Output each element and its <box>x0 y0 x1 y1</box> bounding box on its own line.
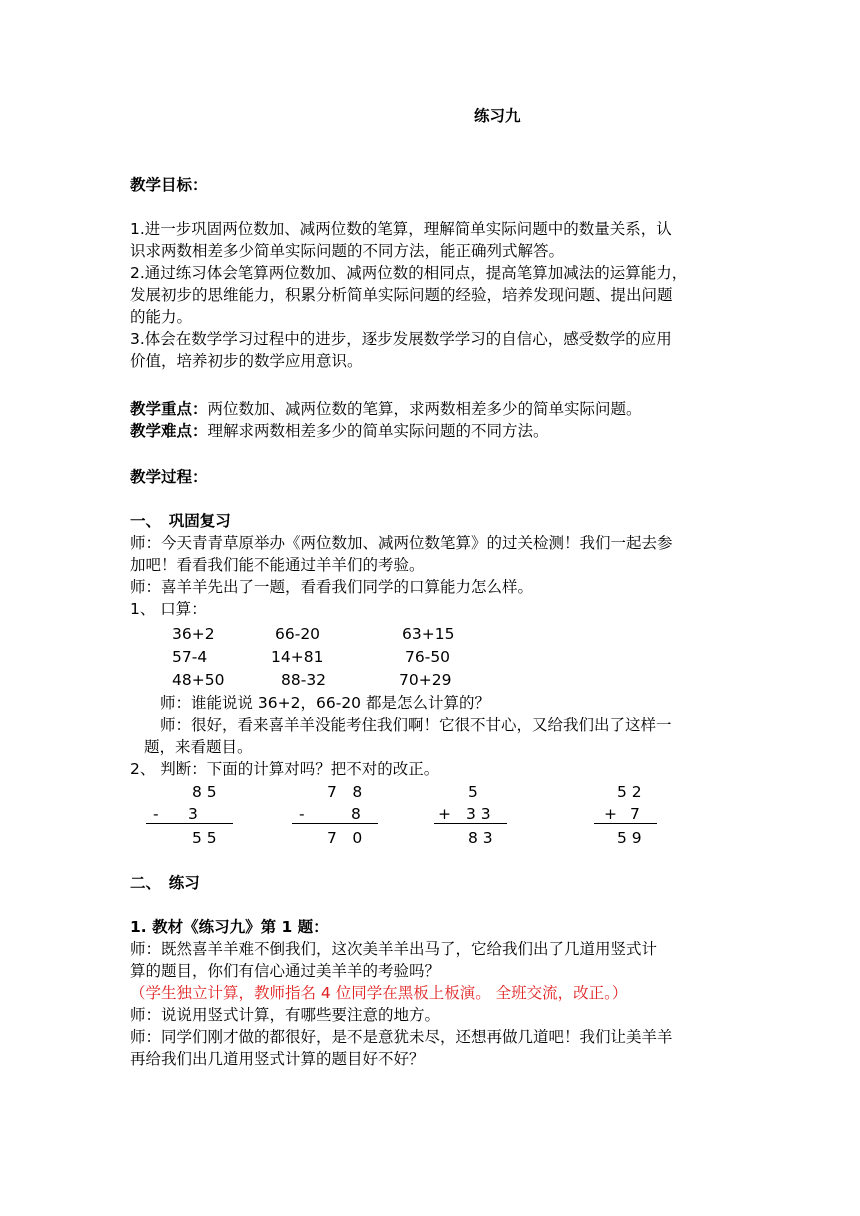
vertical-operator: - <box>153 805 159 823</box>
oral-problem: 70+29 <box>399 671 452 689</box>
objective-line: 1.进一步巩固两位数加、减两位数的笔算，理解简单实际问题中的数量关系，认 <box>130 220 672 238</box>
teacher-line: 师：谁能说说 36+2，66-20 都是怎么计算的？ <box>160 694 490 712</box>
oral-problem: 76-50 <box>405 648 451 666</box>
oral-problem: 14+81 <box>271 648 324 666</box>
vertical-result: 7 0 <box>327 829 363 847</box>
teacher-line: 题，来看题目。 <box>144 738 253 756</box>
teacher-line: 师：很好，看来喜羊羊没能考住我们啊！它很不甘心，又给我们出了这样一 <box>160 716 672 734</box>
section1-line: 加吧！看看我们能不能通过羊羊们的考验。 <box>130 556 425 574</box>
vertical-second: 3 3 <box>466 805 491 823</box>
key-points-label: 教学重点： <box>130 400 208 418</box>
objective-line: 2.通过练习体会笔算两位数加、减两位数的相同点，提高笔算加减法的运算能力， <box>130 264 688 282</box>
section2-line: 师：既然喜羊羊难不倒我们，这次美羊羊出马了，它给我们出了几道用竖式计 <box>130 940 658 958</box>
section1-heading: 一、 巩固复习 <box>130 512 231 530</box>
vertical-result: 8 3 <box>468 829 493 847</box>
vertical-operator: + <box>604 805 617 823</box>
vertical-top: 5 2 <box>617 783 642 801</box>
vertical-underline <box>146 823 233 824</box>
oral-problem: 57-4 <box>172 648 208 666</box>
vertical-top: 5 <box>468 783 478 801</box>
difficult-points <box>130 420 549 442</box>
vertical-second: 8 <box>351 805 361 823</box>
oral-calc-label: 1、 口算： <box>130 600 207 618</box>
key-points-text: 两位数加、减两位数的笔算，求两数相差多少的简单实际问题。 <box>207 400 642 418</box>
key-points <box>130 398 642 420</box>
vertical-underline <box>594 823 657 824</box>
oral-problem: 66-20 <box>275 625 321 643</box>
process-heading: 教学过程： <box>130 468 208 486</box>
section2-line: 算的题目，你们有信心通过美羊羊的考验吗？ <box>130 962 441 980</box>
page-title: 练习九 <box>474 107 521 125</box>
vertical-result: 5 5 <box>192 829 217 847</box>
difficult-points-text: 理解求两数相差多少的简单实际问题的不同方法。 <box>207 422 549 440</box>
vertical-top: 8 5 <box>192 783 217 801</box>
section2-line: 师：同学们刚才做的都很好，是不是意犹未尽，还想再做几道吧！我们让美羊羊 <box>130 1028 673 1046</box>
objective-line: 的能力。 <box>130 308 193 326</box>
objective-line: 识求两数相差多少简单实际问题的不同方法，能正确列式解答。 <box>130 242 565 260</box>
section2-heading: 二、 练习 <box>130 874 200 892</box>
vertical-underline <box>434 823 507 824</box>
vertical-operator: - <box>299 805 305 823</box>
oral-problem: 63+15 <box>402 625 455 643</box>
vertical-result: 5 9 <box>617 829 642 847</box>
vertical-top: 7 8 <box>327 783 363 801</box>
objective-line: 价值，培养初步的数学应用意识。 <box>130 352 363 370</box>
oral-problem: 88-32 <box>281 671 327 689</box>
vertical-operator: + <box>438 805 451 823</box>
section2-line: 师：说说用竖式计算，有哪些要注意的地方。 <box>130 1006 441 1024</box>
objective-line: 发展初步的思维能力，积累分析简单实际问题的经验，培养发现问题、提出问题 <box>130 286 673 304</box>
objectives-heading: 教学目标： <box>130 176 208 194</box>
objective-line: 3.体会在数学学习过程中的进步，逐步发展数学学习的自信心，感受数学的应用 <box>130 330 672 348</box>
difficult-points-label: 教学难点： <box>130 422 208 440</box>
oral-problem: 48+50 <box>172 671 225 689</box>
section2-subheading: 1. 教材《练习九》第 1 题： <box>130 918 329 936</box>
vertical-second: 3 <box>188 805 198 823</box>
oral-problem: 36+2 <box>172 625 215 643</box>
teaching-note: （学生独立计算，教师指名 4 位同学在黑板上板演。 全班交流，改正。） <box>130 984 628 1002</box>
vertical-underline <box>292 823 378 824</box>
section1-line: 师：今天青青草原举办《两位数加、减两位数笔算》的过关检测！我们一起去参 <box>130 534 673 552</box>
judge-prompt: 2、 判断：下面的计算对吗？把不对的改正。 <box>130 760 440 778</box>
section1-line: 师：喜羊羊先出了一题，看看我们同学的口算能力怎么样。 <box>130 578 534 596</box>
section2-line: 再给我们出几道用竖式计算的题目好不好？ <box>130 1050 425 1068</box>
vertical-second: 7 <box>630 805 640 823</box>
